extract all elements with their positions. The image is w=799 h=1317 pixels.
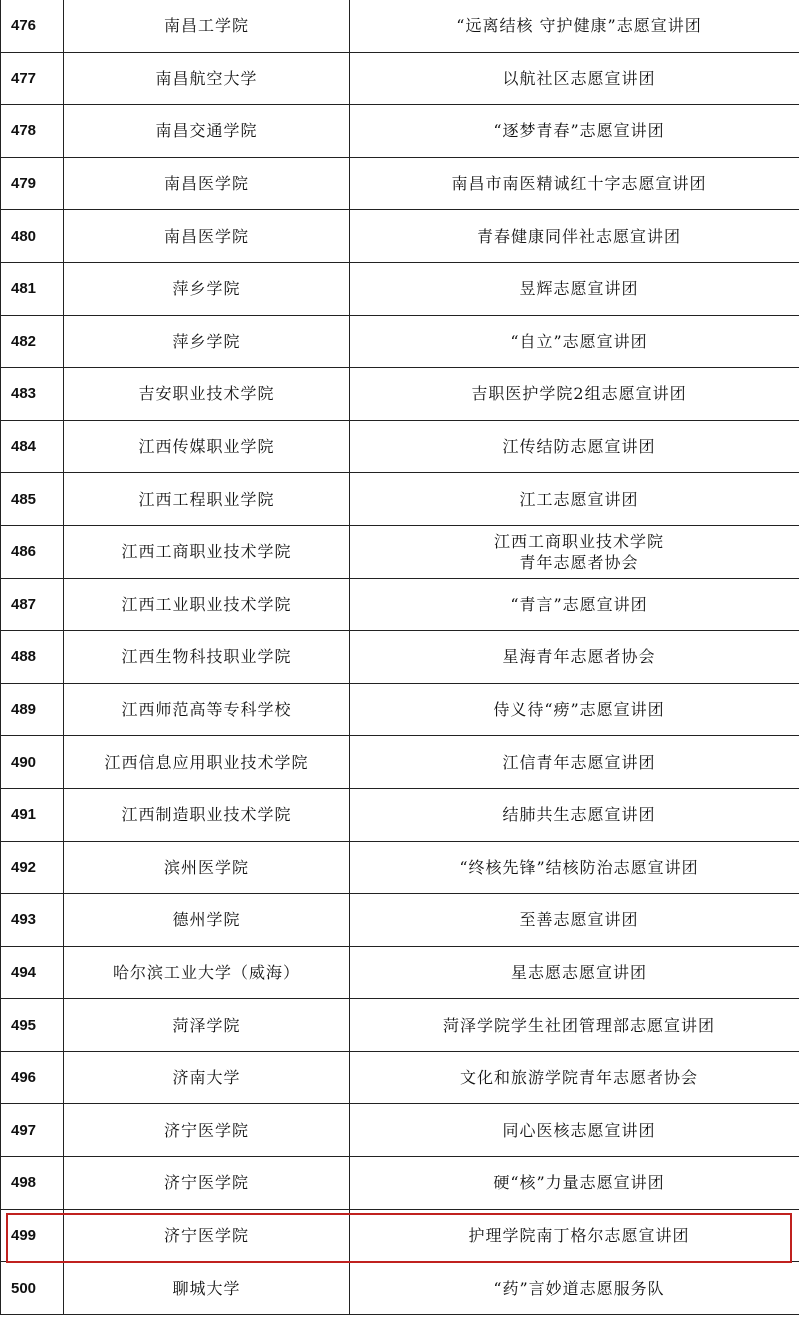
school-name: 南昌医学院 (64, 210, 350, 263)
group-name: 江信青年志愿宣讲团 (350, 736, 799, 789)
group-name: 江传结防志愿宣讲团 (350, 420, 799, 473)
row-number: 490 (1, 736, 64, 789)
group-name: 侍义待“痨”志愿宣讲团 (350, 683, 799, 736)
school-name: 江西传媒职业学院 (64, 420, 350, 473)
school-name: 滨州医学院 (64, 841, 350, 894)
table-row (1, 0, 799, 52)
table-row (1, 946, 799, 999)
table-row-highlighted (1, 1209, 799, 1262)
row-number: 482 (1, 315, 64, 368)
group-name: 护理学院南丁格尔志愿宣讲团 (350, 1209, 799, 1262)
school-name: 聊城大学 (64, 1262, 350, 1315)
table-row (1, 841, 799, 894)
table-row (1, 1104, 799, 1157)
group-name: 江工志愿宣讲团 (350, 473, 799, 526)
group-name: “自立”志愿宣讲团 (350, 315, 799, 368)
group-name: 文化和旅游学院青年志愿者协会 (350, 1051, 799, 1104)
group-name: 昱辉志愿宣讲团 (350, 262, 799, 315)
table-row (1, 1051, 799, 1104)
row-number: 497 (1, 1104, 64, 1157)
group-name: 至善志愿宣讲团 (350, 894, 799, 947)
school-name: 南昌工学院 (64, 0, 350, 52)
row-number: 500 (1, 1262, 64, 1315)
school-name: 江西师范高等专科学校 (64, 683, 350, 736)
table-row (1, 262, 799, 315)
group-name: 南昌市南医精诚红十字志愿宣讲团 (350, 157, 799, 210)
group-name: 以航社区志愿宣讲团 (350, 52, 799, 105)
school-name: 江西工商职业技术学院 (64, 525, 350, 578)
school-name: 江西工程职业学院 (64, 473, 350, 526)
table-row (1, 736, 799, 789)
row-number: 494 (1, 946, 64, 999)
row-number: 478 (1, 105, 64, 158)
table-row (1, 788, 799, 841)
group-name: “药”言妙道志愿服务队 (350, 1262, 799, 1315)
table-row (1, 420, 799, 473)
group-name: “终核先锋”结核防治志愿宣讲团 (350, 841, 799, 894)
school-name: 江西信息应用职业技术学院 (64, 736, 350, 789)
row-number: 480 (1, 210, 64, 263)
school-name: 萍乡学院 (64, 262, 350, 315)
school-name: 江西制造职业技术学院 (64, 788, 350, 841)
table-row (1, 473, 799, 526)
group-name: 同心医核志愿宣讲团 (350, 1104, 799, 1157)
table-row (1, 368, 799, 421)
group-name: “远离结核 守护健康”志愿宣讲团 (350, 0, 799, 52)
row-number: 493 (1, 894, 64, 947)
table-row (1, 894, 799, 947)
row-number: 488 (1, 631, 64, 684)
table-row (1, 683, 799, 736)
group-name: “逐梦青春”志愿宣讲团 (350, 105, 799, 158)
table-row (1, 315, 799, 368)
school-name: 南昌交通学院 (64, 105, 350, 158)
table-row (1, 52, 799, 105)
row-number: 481 (1, 262, 64, 315)
row-number: 498 (1, 1157, 64, 1210)
row-number: 477 (1, 52, 64, 105)
row-number: 495 (1, 999, 64, 1052)
table-row (1, 999, 799, 1052)
row-number: 487 (1, 578, 64, 631)
row-number: 499 (1, 1209, 64, 1262)
school-name: 吉安职业技术学院 (64, 368, 350, 421)
school-name: 江西生物科技职业学院 (64, 631, 350, 684)
school-name: 南昌航空大学 (64, 52, 350, 105)
school-name: 哈尔滨工业大学（威海） (64, 946, 350, 999)
row-number: 486 (1, 525, 64, 578)
table-row (1, 1262, 799, 1315)
group-name-line-1: 江西工商职业技术学院 (493, 531, 664, 551)
table-row (1, 210, 799, 263)
school-name: 济南大学 (64, 1051, 350, 1104)
school-name: 南昌医学院 (64, 157, 350, 210)
row-number: 491 (1, 788, 64, 841)
school-name: 济宁医学院 (64, 1104, 350, 1157)
table-row (1, 525, 799, 578)
row-number: 484 (1, 420, 64, 473)
group-name: 硬“核”力量志愿宣讲团 (350, 1157, 799, 1210)
school-name: 德州学院 (64, 894, 350, 947)
group-name: 吉职医护学院2组志愿宣讲团 (350, 368, 799, 421)
row-number: 496 (1, 1051, 64, 1104)
group-name: 菏泽学院学生社团管理部志愿宣讲团 (350, 999, 799, 1052)
row-number: 476 (1, 0, 64, 52)
school-name: 济宁医学院 (64, 1157, 350, 1210)
group-name: 星志愿志愿宣讲团 (350, 946, 799, 999)
row-number: 483 (1, 368, 64, 421)
table-row (1, 1157, 799, 1210)
table-body (1, 0, 799, 1314)
school-name: 济宁医学院 (64, 1209, 350, 1262)
group-name: 青春健康同伴社志愿宣讲团 (350, 210, 799, 263)
school-name: 江西工业职业技术学院 (64, 578, 350, 631)
group-name: 结肺共生志愿宣讲团 (350, 788, 799, 841)
group-name: “青言”志愿宣讲团 (350, 578, 799, 631)
school-name: 菏泽学院 (64, 999, 350, 1052)
row-number: 485 (1, 473, 64, 526)
table-row (1, 105, 799, 158)
group-name: 星海青年志愿者协会 (350, 631, 799, 684)
table-row (1, 631, 799, 684)
table-row (1, 578, 799, 631)
row-number: 492 (1, 841, 64, 894)
school-name: 萍乡学院 (64, 315, 350, 368)
table-row (1, 157, 799, 210)
group-name-line-2: 青年志愿者协会 (519, 552, 639, 572)
row-number: 479 (1, 157, 64, 210)
group-name (350, 525, 799, 578)
row-number: 489 (1, 683, 64, 736)
